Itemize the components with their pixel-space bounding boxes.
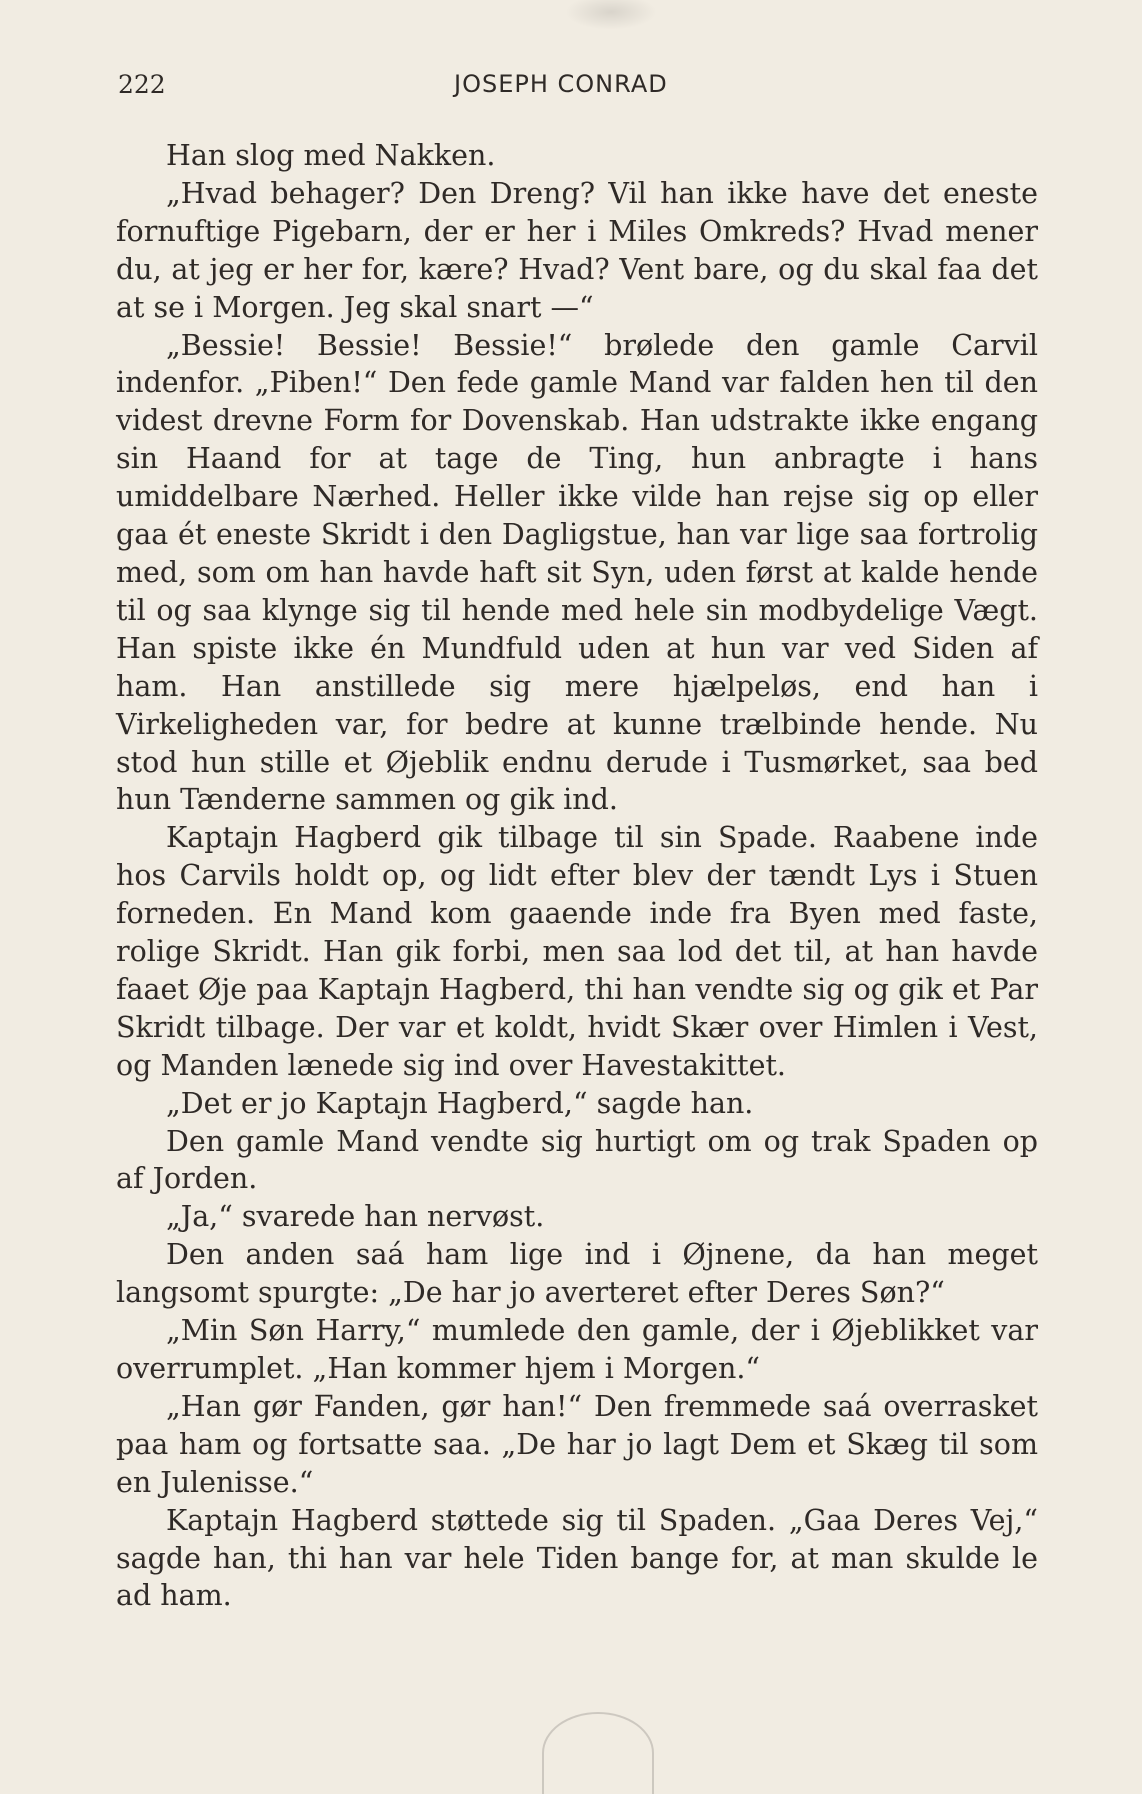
paragraph: „Ja,“ svarede han nervøst. — [166, 1200, 545, 1234]
page-number: 222 — [118, 70, 166, 99]
page-stain-bottom — [542, 1712, 654, 1794]
paragraph: „Han gør Fanden, gør han!“ Den fremmede saá overrasket paa ham og fortsatte saa. „De har jo lagt Dem et Skæg til som en Julenisse.“ — [116, 1389, 1038, 1499]
paragraph: Den gamle Mand vendte sig hurtigt om og trak Spaden op af Jorden. — [116, 1124, 1038, 1196]
page-stain-top — [565, 0, 657, 30]
paragraph: Den anden saá ham lige ind i Øjnene, da han meget langsomt spurgte: „De har jo averteret efter Deres Søn?“ — [116, 1238, 1038, 1310]
paragraph: „Min Søn Harry,“ mumlede den gamle, der i Øjeblikket var overrumplet. „Han kommer hjem i Morgen.“ — [116, 1314, 1038, 1385]
running-head: JOSEPH CONRAD — [454, 70, 668, 98]
paragraph: Kaptajn Hagberd gik tilbage til sin Spade. Raabene inde hos Carvils holdt op, og lidt efter blev der tændt Lys i Stuen forneden. En Mand kom gaaende inde fra Byen med faste, rolige Skridt. Han gik forbi, men saa lod det til, at han havde faaet Øje paa Kaptajn Hagberd, thi han vendte sig og gik et Par Skridt tilbage. Der var et koldt, hvidt Skær over Himlen i Vest, og Manden lænede sig ind over Havestakittet. — [116, 821, 1038, 1082]
body-text — [116, 137, 1038, 1615]
paragraph: Han slog med Nakken. — [166, 139, 496, 172]
paragraph: „Bessie! Bessie! Bessie!“ brølede den gamle Carvil indenfor. „Piben!“ Den fede gamle Mand var falden hen til den videst drevne Form for Dovenskab. Han udstrakte ikke engang sin Haand for at tage de Ting, hun anbragte i hans umiddelbare Nærhed. Heller ikke vilde han rejse sig op eller gaa ét eneste Skridt i den Dagligstue, han var lige saa fortrolig med, som om han havde haft sit Syn, uden først at kalde hende til og saa klynge sig til hende med hele sin modbydelige Vægt. Han spiste ikke én Mundfuld uden at hun var ved Siden af ham. Han anstillede sig mere hjælpeløs, end han i Virkeligheden var, for bedre at kunne trælbinde hende. Nu stod hun stille et Øjeblik endnu derude i Tusmørket, saa bed hun Tænderne sammen og gik ind. — [116, 328, 1038, 817]
page-header — [118, 70, 1038, 110]
paragraph: Kaptajn Hagberd støttede sig til Spaden. „Gaa Deres Vej,“ sagde han, thi han var hele Tiden bange for, at man skulde le ad ham. — [116, 1503, 1038, 1613]
paragraph: „Hvad behager? Den Dreng? Vil han ikke have det eneste fornuftige Pigebarn, der er her i Miles Omkreds? Hvad mener du, at jeg er her for, kære? Hvad? Vent bare, og du skal faa det at se i Morgen. Jeg skal snart —“ — [116, 176, 1038, 324]
paragraph: „Det er jo Kaptajn Hagberd,“ sagde han. — [166, 1086, 754, 1120]
